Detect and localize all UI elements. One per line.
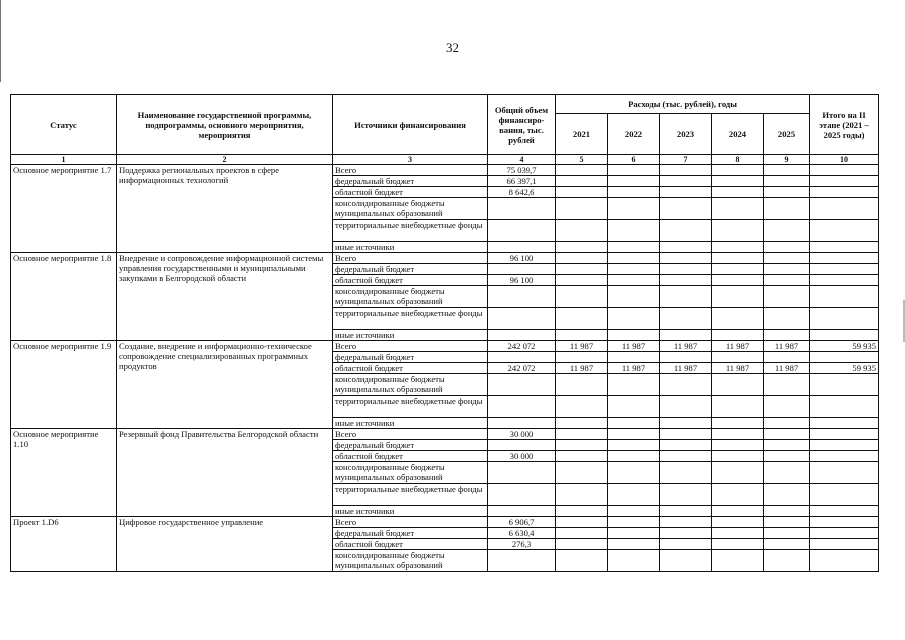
header-year: 2021	[556, 114, 608, 155]
year-amount-cell	[660, 253, 712, 264]
stage-total-cell	[810, 374, 879, 396]
header-total: Общий объем финансиро-вания, тыс. рублей	[488, 95, 556, 155]
year-amount-cell	[712, 176, 764, 187]
status-cell: Основное мероприятие 1.8	[11, 253, 117, 341]
year-amount-cell	[764, 550, 810, 572]
year-amount-cell: 11 987	[764, 341, 810, 352]
year-amount-cell	[556, 418, 608, 429]
header-expenses: Расходы (тыс. рублей), годы	[556, 95, 810, 114]
year-amount-cell	[556, 330, 608, 341]
year-amount-cell	[660, 429, 712, 440]
funding-source-cell: Всего	[333, 253, 488, 264]
year-amount-cell	[764, 462, 810, 484]
funding-source-cell: территориальные внебюджетные фонды	[333, 484, 488, 506]
year-amount-cell: 11 987	[660, 341, 712, 352]
year-amount-cell	[608, 220, 660, 242]
year-amount-cell	[556, 187, 608, 198]
status-cell: Проект 1.D6	[11, 517, 117, 572]
year-amount-cell	[712, 550, 764, 572]
year-amount-cell	[608, 253, 660, 264]
total-amount-cell: 96 100	[488, 275, 556, 286]
year-amount-cell	[764, 275, 810, 286]
column-number: 6	[608, 155, 660, 165]
header-sources: Источники финансирования	[333, 95, 488, 155]
total-amount-cell	[488, 374, 556, 396]
total-amount-cell: 30 000	[488, 429, 556, 440]
program-name-cell: Резервный фонд Правительства Белгородской области	[117, 429, 333, 517]
column-number: 8	[712, 155, 764, 165]
year-amount-cell	[660, 275, 712, 286]
column-number: 1	[11, 155, 117, 165]
year-amount-cell: 11 987	[660, 363, 712, 374]
stage-total-cell	[810, 330, 879, 341]
year-amount-cell	[608, 484, 660, 506]
table-row	[11, 517, 879, 528]
total-amount-cell	[488, 198, 556, 220]
year-amount-cell	[764, 198, 810, 220]
year-amount-cell	[608, 176, 660, 187]
year-amount-cell	[764, 440, 810, 451]
year-amount-cell	[608, 264, 660, 275]
total-amount-cell	[488, 440, 556, 451]
total-amount-cell	[488, 286, 556, 308]
funding-source-cell: иные источники	[333, 506, 488, 517]
stage-total-cell	[810, 451, 879, 462]
column-number: 5	[556, 155, 608, 165]
year-amount-cell	[712, 242, 764, 253]
year-amount-cell	[712, 374, 764, 396]
year-amount-cell	[764, 484, 810, 506]
year-amount-cell	[608, 165, 660, 176]
funding-source-cell: консолидированные бюджеты муниципальных образований	[333, 462, 488, 484]
funding-source-cell: Всего	[333, 517, 488, 528]
table-row	[11, 165, 879, 176]
total-amount-cell: 276,3	[488, 539, 556, 550]
year-amount-cell	[660, 539, 712, 550]
total-amount-cell: 30 000	[488, 451, 556, 462]
year-amount-cell	[556, 440, 608, 451]
program-name-cell: Поддержка региональных проектов в сфере информационных технологий	[117, 165, 333, 253]
year-amount-cell	[556, 220, 608, 242]
total-amount-cell	[488, 330, 556, 341]
year-amount-cell	[556, 286, 608, 308]
year-amount-cell	[712, 308, 764, 330]
year-amount-cell	[608, 396, 660, 418]
year-amount-cell	[764, 517, 810, 528]
funding-source-cell: федеральный бюджет	[333, 264, 488, 275]
stage-total-cell	[810, 198, 879, 220]
program-name-cell: Внедрение и сопровождение информационной системы управления государственными и муниципальными закупками в Белгородской области	[117, 253, 333, 341]
year-amount-cell	[764, 429, 810, 440]
total-amount-cell	[488, 264, 556, 275]
stage-total-cell: 59 935	[810, 341, 879, 352]
year-amount-cell	[712, 440, 764, 451]
column-number: 9	[764, 155, 810, 165]
year-amount-cell	[712, 220, 764, 242]
year-amount-cell	[608, 517, 660, 528]
funding-source-cell: Всего	[333, 341, 488, 352]
header-stage-total: Итого на II этапе (2021 – 2025 годы)	[810, 95, 879, 155]
stage-total-cell	[810, 264, 879, 275]
stage-total-cell	[810, 550, 879, 572]
year-amount-cell	[556, 506, 608, 517]
year-amount-cell	[660, 374, 712, 396]
stage-total-cell	[810, 539, 879, 550]
header-name: Наименование государственной программы, подпрограммы, основного мероприятия, мероприятия	[117, 95, 333, 155]
year-amount-cell	[764, 220, 810, 242]
column-number: 7	[660, 155, 712, 165]
year-amount-cell	[556, 462, 608, 484]
funding-source-cell: Всего	[333, 429, 488, 440]
stage-total-cell	[810, 352, 879, 363]
year-amount-cell: 11 987	[712, 363, 764, 374]
year-amount-cell	[712, 165, 764, 176]
total-amount-cell	[488, 506, 556, 517]
year-amount-cell	[764, 187, 810, 198]
year-amount-cell	[764, 418, 810, 429]
year-amount-cell	[712, 418, 764, 429]
funding-source-cell: иные источники	[333, 330, 488, 341]
year-amount-cell	[556, 528, 608, 539]
header-year: 2024	[712, 114, 764, 155]
year-amount-cell	[608, 286, 660, 308]
year-amount-cell	[764, 264, 810, 275]
funding-source-cell: иные источники	[333, 418, 488, 429]
year-amount-cell	[660, 198, 712, 220]
year-amount-cell	[764, 528, 810, 539]
year-amount-cell	[556, 484, 608, 506]
year-amount-cell	[660, 176, 712, 187]
year-amount-cell	[764, 451, 810, 462]
year-amount-cell: 11 987	[764, 363, 810, 374]
year-amount-cell	[556, 451, 608, 462]
year-amount-cell	[764, 374, 810, 396]
stage-total-cell	[810, 275, 879, 286]
total-amount-cell	[488, 550, 556, 572]
year-amount-cell: 11 987	[712, 341, 764, 352]
budget-table	[10, 94, 879, 572]
funding-source-cell: областной бюджет	[333, 451, 488, 462]
year-amount-cell: 11 987	[608, 341, 660, 352]
header-year: 2023	[660, 114, 712, 155]
year-amount-cell	[712, 396, 764, 418]
table-row	[11, 341, 879, 352]
total-amount-cell: 75 039,7	[488, 165, 556, 176]
funding-source-cell: областной бюджет	[333, 275, 488, 286]
funding-source-cell: федеральный бюджет	[333, 440, 488, 451]
year-amount-cell	[556, 352, 608, 363]
total-amount-cell	[488, 352, 556, 363]
stage-total-cell: 59 935	[810, 363, 879, 374]
funding-source-cell: консолидированные бюджеты муниципальных образований	[333, 374, 488, 396]
year-amount-cell	[608, 528, 660, 539]
page-number: 32	[446, 40, 459, 55]
year-amount-cell	[660, 396, 712, 418]
total-amount-cell	[488, 242, 556, 253]
year-amount-cell	[764, 165, 810, 176]
funding-source-cell: областной бюджет	[333, 539, 488, 550]
year-amount-cell	[660, 484, 712, 506]
year-amount-cell	[712, 462, 764, 484]
total-amount-cell: 8 642,6	[488, 187, 556, 198]
year-amount-cell	[660, 308, 712, 330]
status-cell: Основное мероприятие 1.9	[11, 341, 117, 429]
year-amount-cell	[608, 242, 660, 253]
header-year: 2022	[608, 114, 660, 155]
stage-total-cell	[810, 462, 879, 484]
stage-total-cell	[810, 506, 879, 517]
year-amount-cell	[556, 275, 608, 286]
year-amount-cell	[660, 440, 712, 451]
stage-total-cell	[810, 176, 879, 187]
year-amount-cell	[660, 330, 712, 341]
year-amount-cell	[608, 550, 660, 572]
year-amount-cell	[712, 264, 764, 275]
column-number: 3	[333, 155, 488, 165]
total-amount-cell: 66 397,1	[488, 176, 556, 187]
year-amount-cell	[660, 165, 712, 176]
header-year: 2025	[764, 114, 810, 155]
year-amount-cell	[608, 539, 660, 550]
stage-total-cell	[810, 286, 879, 308]
year-amount-cell	[712, 484, 764, 506]
year-amount-cell	[660, 528, 712, 539]
year-amount-cell	[712, 198, 764, 220]
stage-total-cell	[810, 440, 879, 451]
year-amount-cell	[556, 396, 608, 418]
year-amount-cell	[556, 176, 608, 187]
year-amount-cell	[608, 462, 660, 484]
column-number: 2	[117, 155, 333, 165]
year-amount-cell	[764, 396, 810, 418]
year-amount-cell: 11 987	[608, 363, 660, 374]
total-amount-cell	[488, 484, 556, 506]
funding-source-cell: консолидированные бюджеты муниципальных образований	[333, 198, 488, 220]
total-amount-cell: 96 100	[488, 253, 556, 264]
funding-source-cell: территориальные внебюджетные фонды	[333, 308, 488, 330]
total-amount-cell	[488, 396, 556, 418]
year-amount-cell	[556, 308, 608, 330]
year-amount-cell	[712, 187, 764, 198]
table-body	[11, 165, 879, 572]
total-amount-cell	[488, 462, 556, 484]
year-amount-cell	[608, 418, 660, 429]
year-amount-cell	[660, 550, 712, 572]
year-amount-cell	[712, 451, 764, 462]
stage-total-cell	[810, 528, 879, 539]
year-amount-cell	[764, 506, 810, 517]
year-amount-cell	[556, 374, 608, 396]
funding-source-cell: федеральный бюджет	[333, 176, 488, 187]
stage-total-cell	[810, 220, 879, 242]
column-number: 4	[488, 155, 556, 165]
year-amount-cell	[556, 517, 608, 528]
funding-source-cell: федеральный бюджет	[333, 528, 488, 539]
total-amount-cell	[488, 418, 556, 429]
year-amount-cell	[608, 506, 660, 517]
stage-total-cell	[810, 253, 879, 264]
year-amount-cell	[764, 286, 810, 308]
year-amount-cell	[608, 429, 660, 440]
year-amount-cell	[712, 539, 764, 550]
year-amount-cell	[608, 330, 660, 341]
year-amount-cell	[764, 176, 810, 187]
year-amount-cell	[608, 198, 660, 220]
year-amount-cell	[608, 308, 660, 330]
stage-total-cell	[810, 418, 879, 429]
year-amount-cell	[660, 352, 712, 363]
year-amount-cell	[660, 187, 712, 198]
year-amount-cell	[764, 242, 810, 253]
total-amount-cell	[488, 220, 556, 242]
stage-total-cell	[810, 429, 879, 440]
year-amount-cell	[764, 308, 810, 330]
year-amount-cell	[608, 374, 660, 396]
year-amount-cell	[712, 275, 764, 286]
year-amount-cell	[660, 220, 712, 242]
status-cell: Основное мероприятие 1.10	[11, 429, 117, 517]
stage-total-cell	[810, 484, 879, 506]
year-amount-cell	[556, 198, 608, 220]
year-amount-cell	[712, 528, 764, 539]
year-amount-cell	[660, 451, 712, 462]
program-name-cell: Цифровое государственное управление	[117, 517, 333, 572]
header-status: Статус	[11, 95, 117, 155]
year-amount-cell	[556, 550, 608, 572]
stage-total-cell	[810, 187, 879, 198]
funding-source-cell: консолидированные бюджеты муниципальных образований	[333, 550, 488, 572]
total-amount-cell: 6 630,4	[488, 528, 556, 539]
stage-total-cell	[810, 242, 879, 253]
year-amount-cell	[712, 517, 764, 528]
year-amount-cell: 11 987	[556, 363, 608, 374]
year-amount-cell	[764, 330, 810, 341]
year-amount-cell: 11 987	[556, 341, 608, 352]
year-amount-cell	[764, 352, 810, 363]
year-amount-cell	[660, 506, 712, 517]
year-amount-cell	[712, 352, 764, 363]
year-amount-cell	[712, 286, 764, 308]
status-cell: Основное мероприятие 1.7	[11, 165, 117, 253]
year-amount-cell	[712, 506, 764, 517]
year-amount-cell	[608, 187, 660, 198]
year-amount-cell	[660, 242, 712, 253]
funding-source-cell: федеральный бюджет	[333, 352, 488, 363]
year-amount-cell	[660, 517, 712, 528]
year-amount-cell	[608, 451, 660, 462]
total-amount-cell	[488, 308, 556, 330]
total-amount-cell: 242 072	[488, 341, 556, 352]
year-amount-cell	[556, 539, 608, 550]
stage-total-cell	[810, 165, 879, 176]
funding-source-cell: консолидированные бюджеты муниципальных образований	[333, 286, 488, 308]
funding-source-cell: областной бюджет	[333, 363, 488, 374]
stage-total-cell	[810, 396, 879, 418]
column-number: 10	[810, 155, 879, 165]
year-amount-cell	[556, 165, 608, 176]
funding-source-cell: территориальные внебюджетные фонды	[333, 220, 488, 242]
year-amount-cell	[712, 330, 764, 341]
year-amount-cell	[556, 253, 608, 264]
year-amount-cell	[712, 253, 764, 264]
year-amount-cell	[556, 242, 608, 253]
funding-source-cell: иные источники	[333, 242, 488, 253]
year-amount-cell	[660, 264, 712, 275]
year-amount-cell	[712, 429, 764, 440]
year-amount-cell	[556, 264, 608, 275]
year-amount-cell	[660, 418, 712, 429]
year-amount-cell	[556, 429, 608, 440]
table-row	[11, 429, 879, 440]
funding-source-cell: территориальные внебюджетные фонды	[333, 396, 488, 418]
year-amount-cell	[608, 352, 660, 363]
year-amount-cell	[608, 275, 660, 286]
funding-source-cell: областной бюджет	[333, 187, 488, 198]
year-amount-cell	[660, 462, 712, 484]
table-row	[11, 253, 879, 264]
year-amount-cell	[660, 286, 712, 308]
total-amount-cell: 242 072	[488, 363, 556, 374]
stage-total-cell	[810, 308, 879, 330]
year-amount-cell	[608, 440, 660, 451]
program-name-cell: Создание, внедрение и информационно-техническое сопровождение специализированных программных продуктов	[117, 341, 333, 429]
stage-total-cell	[810, 517, 879, 528]
year-amount-cell	[764, 539, 810, 550]
year-amount-cell	[764, 253, 810, 264]
funding-source-cell: Всего	[333, 165, 488, 176]
total-amount-cell: 6 906,7	[488, 517, 556, 528]
